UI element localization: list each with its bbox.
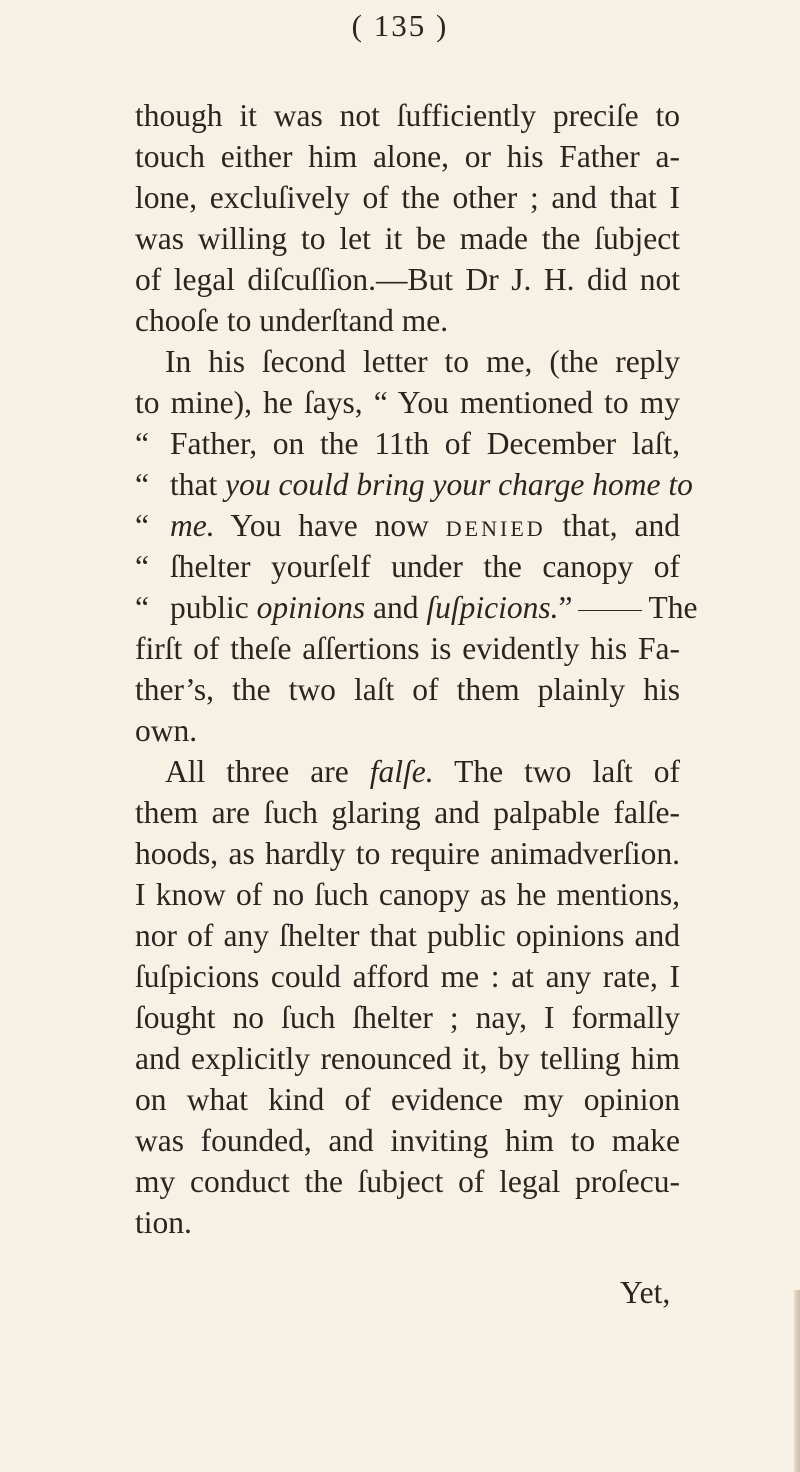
- text-line: In his ſecond letter to me, (the reply: [165, 344, 680, 379]
- text-line: them are ſuch glaring and palpable falſe-: [135, 795, 680, 830]
- text-line: was founded, and inviting him to make: [135, 1123, 680, 1158]
- plain-text: that, and: [545, 508, 681, 543]
- plain-text: public: [170, 590, 257, 625]
- plain-text: You have now: [214, 508, 446, 543]
- text-line: [135, 752, 680, 792]
- em-rule: [578, 610, 642, 611]
- text-line: my conduct the ſubject of legal proſecu-: [135, 1164, 680, 1199]
- italic-text: falſe.: [369, 754, 434, 789]
- text-line: of legal diſcuſſion.—But Dr J. H. did not: [135, 262, 680, 297]
- text-line: chooſe to underſtand me.: [135, 303, 449, 338]
- text-line: though it was not ſufficiently preciſe to: [135, 98, 680, 133]
- plain-text: The two laſt of: [433, 754, 680, 789]
- italic-text: you could bring your charge home to: [225, 467, 693, 502]
- text-line: nor of any ſhelter that public opinions and: [135, 918, 680, 953]
- text-line: and explicitly renounced it, by telling him: [135, 1041, 680, 1076]
- quote-mark: “: [135, 590, 149, 625]
- text-line: I know of no ſuch canopy as he mentions,: [135, 877, 680, 912]
- plain-text: and: [365, 590, 427, 625]
- small-caps-text: denied: [445, 508, 546, 543]
- page-edge-shadow: [794, 1290, 800, 1472]
- plain-text: All three are: [165, 754, 370, 789]
- quote-line: [170, 465, 693, 505]
- quote-mark: “: [135, 508, 149, 543]
- text-line: ther’s, the two laſt of them plainly his: [135, 672, 680, 707]
- plain-text: The: [648, 590, 698, 625]
- catchword: Yet,: [620, 1275, 671, 1310]
- quote-line: [170, 588, 698, 628]
- italic-text: opinions: [256, 590, 366, 625]
- text-line: was willing to let it be made the ſubject: [135, 221, 680, 256]
- text-line: ſought no ſuch ſhelter ; nay, I formally: [135, 1000, 680, 1035]
- italic-text: me.: [170, 508, 215, 543]
- italic-text: ſuſpicions.: [426, 590, 559, 625]
- text-line: firſt of theſe aſſertions is evidently his Fa-: [135, 631, 680, 666]
- page-number: ( 135 ): [351, 8, 449, 43]
- text-line: lone, excluſively of the other ; and that I: [135, 180, 680, 215]
- text-line: to mine), he ſays, “ You mentioned to my: [135, 385, 680, 420]
- quote-line: [170, 506, 680, 546]
- text-line: touch either him alone, or his Father a-: [135, 139, 680, 174]
- plain-text: ”: [558, 590, 573, 625]
- quote-line: Father, on the 11th of December laſt,: [170, 426, 680, 461]
- quote-line: ſhelter yourſelf under the canopy of: [170, 549, 680, 584]
- quote-mark: “: [135, 467, 149, 502]
- text-line: hoods, as hardly to require animadverſion.: [135, 836, 680, 871]
- text-line: tion.: [135, 1205, 192, 1240]
- quote-mark: “: [135, 426, 149, 461]
- quote-mark: “: [135, 549, 149, 584]
- plain-text: that: [170, 467, 226, 502]
- text-line: ſuſpicions could afford me : at any rate, I: [135, 959, 680, 994]
- text-line: on what kind of evidence my opinion: [135, 1082, 680, 1117]
- text-line: own.: [135, 713, 198, 748]
